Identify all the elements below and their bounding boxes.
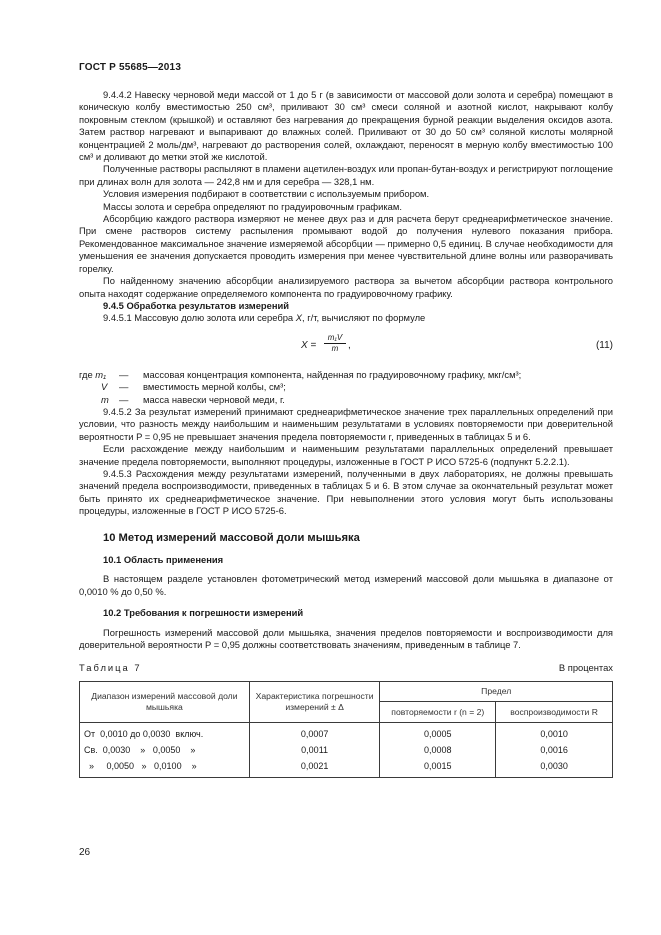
- section-10-heading: 10 Метод измерений массовой доли мышьяка: [103, 531, 360, 544]
- standard-header: ГОСТ Р 55685—2013: [79, 62, 182, 73]
- formula-fraction: [324, 333, 346, 354]
- formula-numerator: m₁V: [324, 333, 346, 344]
- paragraph-absorption: Абсорбцию каждого раствора измеряют не менее двух раз и для расчета берут среднеарифметическое значение. При смене растворов систему распыления промывают водой до получения нулевого показания прибора. Рекомендованное максимальное значение измеряемой абсорбции — примерно 0,5 единиц. В случае необходимости для уменьшения ее значения допускается проводить измерения при менее чувствительной длине волны или разворачивать горелку.: [79, 213, 613, 274]
- paragraph-9-4-5-1: [79, 312, 613, 324]
- page-number: 26: [79, 847, 91, 858]
- header-limit: Предел: [380, 681, 613, 702]
- cell-delta: 0,0007: [249, 722, 380, 742]
- cell-range: От 0,0010 до 0,0030 включ.: [80, 722, 250, 742]
- cell-reproducibility: 0,0030: [496, 758, 613, 778]
- paragraph-calibration: Массы золота и серебра определяют по градуировочным графикам.: [103, 200, 402, 212]
- paragraph-blank-correction: По найденному значению абсорбции анализируемого раствора за вычетом абсорбции раствора контрольного опыта находят содержание определяемого компонента по градуировочному графику.: [79, 275, 613, 299]
- paragraph-conditions: Условия измерения подбирают в соответствии с используемым прибором.: [103, 188, 430, 200]
- definition-symbol: m: [101, 393, 109, 405]
- paragraph-10-1: В настоящем разделе установлен фотометрический метод измерений массовой доли мышьяка в диапазоне от 0,0010 % до 0,50 %.: [79, 573, 613, 597]
- header-reproducibility: воспроизводимости R: [496, 702, 613, 723]
- definition-text: массовая концентрация компонента, найденная по градуировочному графику, мкг/см³;: [143, 368, 522, 380]
- definition-list: [79, 369, 613, 406]
- cell-repeatability: 0,0008: [380, 742, 496, 758]
- paragraph-10-2: Погрешность измерений массовой доли мышьяка, значения пределов повторяемости и воспроизводимости для доверительной вероятности P = 0,95 должны соответствовать значениям, приведенным в таблице 7.: [79, 626, 613, 651]
- definition-item: [79, 381, 613, 393]
- paragraph-9-4-5-2: 9.4.5.2 За результат измерений принимают среднеарифметическое значение трех параллельных определений при условии, что разность между наибольшим и наименьшим результатами в условиях повторяемости при доверительной вероятности P = 0,95 не превышает значения предела повторяемости r, приведенных в таблицах 5 и 6.: [79, 405, 613, 442]
- definition-item: [79, 369, 613, 381]
- paragraph-9-4-4-2: 9.4.4.2 Навеску черновой меди массой от 1 до 5 г (в зависимости от массовой доли золота и серебра) помещают в коническую колбу вместимостью 250 см³, приливают 30 см³ смеси соляной и азотной кислот, накрывают колбу покровным стеклом (крышкой) и оставляют без нагревания до прекращения бурной реакции выделения оксидов азота. Затем раствор нагревают и выпаривают до влажных солей. Приливают от 30 до 50 см³ соляной кислоты молярной концентрацией 2 моль/дм³, нагревают до растворения солей, охлаждают, переносят в мерную колбу вместимостью 100 см³ и доливают до метки этой же кислотой.: [79, 89, 613, 163]
- definition-symbol: V: [101, 381, 108, 393]
- formula-comma: ,: [348, 339, 351, 351]
- heading-10-1: 10.1 Область применения: [103, 554, 224, 565]
- cell-delta: 0,0011: [249, 742, 380, 758]
- definition-item: [79, 394, 613, 406]
- table-caption: Таблица 7: [79, 662, 142, 674]
- formula-11: [79, 331, 613, 365]
- header-repeatability: повторяемости r (n = 2): [380, 702, 496, 723]
- cell-range: Св. 0,0030 » 0,0050 »: [80, 742, 250, 758]
- cell-delta: 0,0021: [249, 758, 380, 778]
- cell-repeatability: 0,0015: [380, 758, 496, 778]
- paragraph-9-4-5-3: 9.4.5.3 Расхождения между результатами измерений, полученными в двух лабораториях, не должны превышать значений предела воспроизводимости, приведенных в таблицах 5 и 6. В этом случае за окончательный результат может быть принято их среднеарифметическое значение. При невыполнении этого условия могут быть использованы процедуры, изложенные в ГОСТ Р ИСО 5725-6.: [79, 467, 613, 517]
- table-7: [79, 681, 613, 778]
- header-range: Диапазон измерений массовой доли мышьяка: [80, 681, 250, 722]
- table-row: [80, 742, 613, 758]
- table-row: [80, 758, 613, 778]
- cell-reproducibility: 0,0010: [496, 722, 613, 742]
- heading-10-2: 10.2 Требования к погрешности измерений: [103, 607, 304, 619]
- definition-dash: —: [119, 381, 129, 393]
- definition-dash: —: [119, 368, 129, 380]
- intro-variable: X: [295, 312, 303, 324]
- cell-reproducibility: 0,0016: [496, 742, 613, 758]
- definition-dash: —: [119, 393, 129, 405]
- definition-text: масса навески черновой меди, г.: [143, 393, 285, 405]
- formula-number: (11): [595, 339, 613, 351]
- formula-lhs: X =: [301, 339, 317, 351]
- formula-denominator: m: [331, 343, 339, 353]
- cell-range: » 0,0050 » 0,0100 »: [80, 758, 250, 778]
- table-caption-row: [79, 662, 613, 674]
- table-row: [80, 722, 613, 742]
- paragraph-spraying: Полученные растворы распыляют в пламени ацетилен-воздух или пропан-бутан-воздух и регистрируют поглощение при длинах волн для золота — 242,8 нм и для серебра — 328,1 нм.: [79, 163, 613, 187]
- heading-9-4-5: 9.4.5 Обработка результатов измерений: [103, 299, 290, 311]
- paragraph-divergence: Если расхождение между наибольшим и наименьшим результатами параллельных определений превышает значение предела повторяемости, выполняют процедуры, изложенные в ГОСТ Р ИСО 5725-6 (подпункт 5.2.2.1).: [79, 443, 613, 467]
- intro-suffix: , г/т, вычисляют по формуле: [302, 312, 426, 324]
- definition-text: вместимость мерной колбы, см³;: [143, 381, 286, 393]
- header-characteristic: Характеристика погрешности измерений ± Δ: [249, 681, 380, 722]
- intro-prefix: 9.4.5.1 Массовую долю золота или серебра: [103, 312, 296, 324]
- page-content: [79, 89, 613, 778]
- definition-symbol: m₁: [95, 368, 107, 380]
- table-units: В процентах: [558, 662, 613, 674]
- definition-prefix: где: [79, 368, 96, 380]
- cell-repeatability: 0,0005: [380, 722, 496, 742]
